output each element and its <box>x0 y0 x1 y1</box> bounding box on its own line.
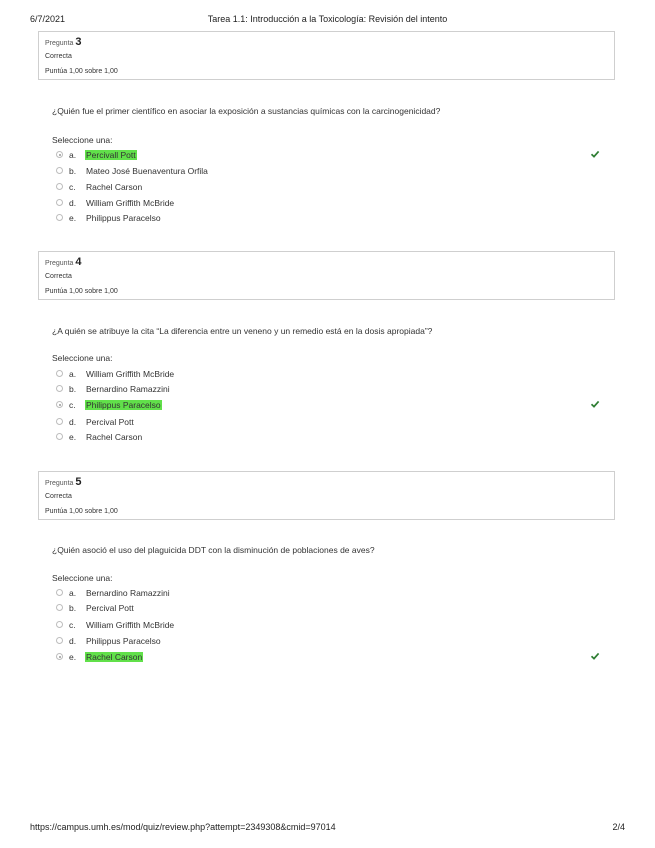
option-3a[interactable]: a. Percivall Pott <box>56 150 606 164</box>
radio-icon[interactable] <box>56 589 63 596</box>
option-label: Philippus Paracelso <box>86 636 161 646</box>
option-3e[interactable]: e. Philippus Paracelso <box>56 213 606 227</box>
option-label: Rachel Carson <box>86 652 143 662</box>
option-3c[interactable]: c. Rachel Carson <box>56 182 606 196</box>
print-footer <box>0 822 655 836</box>
radio-icon[interactable] <box>56 604 63 611</box>
select-label: Seleccione una: <box>52 353 113 363</box>
radio-icon[interactable] <box>56 167 63 174</box>
option-label: William Griffith McBride <box>86 198 175 208</box>
checkmark-icon <box>590 149 600 159</box>
option-label: Bernardino Ramazzini <box>86 588 170 598</box>
option-5e[interactable]: e. Rachel Carson <box>56 652 606 666</box>
question-text-3: ¿Quién fue el primer científico en asociar la exposición a sustancias químicas con la carcinogenicidad? <box>52 106 441 116</box>
select-label: Seleccione una: <box>52 573 113 583</box>
option-label: William Griffith McBride <box>86 369 175 379</box>
option-label: Philippus Paracelso <box>86 213 161 223</box>
question-mark: Puntúa 1,00 sobre 1,00 <box>45 288 118 295</box>
radio-icon[interactable] <box>56 370 63 377</box>
question-number: Pregunta 5 <box>45 476 82 488</box>
option-label: Mateo José Buenaventura Orfila <box>86 166 208 176</box>
option-5c[interactable]: c. William Griffith McBride <box>56 620 606 634</box>
option-4d[interactable]: d. Percival Pott <box>56 417 606 431</box>
option-label: Philippus Paracelso <box>86 400 161 410</box>
option-label: Percival Pott <box>86 417 134 427</box>
option-label: Percival Pott <box>86 603 134 613</box>
radio-icon[interactable] <box>56 183 63 190</box>
question-mark: Puntúa 1,00 sobre 1,00 <box>45 508 118 515</box>
question-status: Correcta <box>45 493 72 500</box>
print-title: Tarea 1.1: Introducción a la Toxicología: Revisión del intento <box>207 14 448 24</box>
select-label: Seleccione una: <box>52 135 113 145</box>
option-5b[interactable]: b. Percival Pott <box>56 603 606 617</box>
radio-icon[interactable] <box>56 214 63 221</box>
question-status: Correcta <box>45 273 72 280</box>
question-mark: Puntúa 1,00 sobre 1,00 <box>45 68 118 75</box>
print-date: 6/7/2021 <box>30 14 66 24</box>
option-label: Percivall Pott <box>86 150 136 160</box>
page-number: 2/4 <box>612 822 625 832</box>
radio-icon[interactable] <box>56 621 63 628</box>
option-4c[interactable]: c. Philippus Paracelso <box>56 400 606 414</box>
radio-icon[interactable] <box>56 199 63 206</box>
question-text-4: ¿A quién se atribuye la cita “La diferencia entre un veneno y un remedio está en la dosis apropiada”? <box>52 326 433 336</box>
radio-icon[interactable] <box>56 385 63 392</box>
checkmark-icon <box>590 399 600 409</box>
radio-icon[interactable] <box>56 418 63 425</box>
checkmark-icon <box>590 651 600 661</box>
question-number: Pregunta 3 <box>45 36 82 48</box>
question-info-5 <box>38 471 615 520</box>
option-label: William Griffith McBride <box>86 620 175 630</box>
question-info-4 <box>38 251 615 300</box>
radio-icon[interactable] <box>56 653 63 660</box>
radio-icon[interactable] <box>56 433 63 440</box>
option-4a[interactable]: a. William Griffith McBride <box>56 369 606 383</box>
radio-icon[interactable] <box>56 401 63 408</box>
radio-icon[interactable] <box>56 637 63 644</box>
page-url: https://campus.umh.es/mod/quiz/review.php?attempt=2349308&cmid=97014 <box>30 822 336 832</box>
option-label: Rachel Carson <box>86 432 143 442</box>
option-5a[interactable]: a. Bernardino Ramazzini <box>56 588 606 602</box>
question-status: Correcta <box>45 53 72 60</box>
question-text-5: ¿Quién asoció el uso del plaguicida DDT con la disminución de poblaciones de aves? <box>52 545 375 555</box>
option-3b[interactable]: b. Mateo José Buenaventura Orfila <box>56 166 606 180</box>
print-header <box>0 14 655 28</box>
option-5d[interactable]: d. Philippus Paracelso <box>56 636 606 650</box>
option-4b[interactable]: b. Bernardino Ramazzini <box>56 384 606 398</box>
question-number: Pregunta 4 <box>45 256 82 268</box>
option-label: Rachel Carson <box>86 182 143 192</box>
option-3d[interactable]: d. William Griffith McBride <box>56 198 606 212</box>
question-info-3 <box>38 31 615 80</box>
option-4e[interactable]: e. Rachel Carson <box>56 432 606 446</box>
option-label: Bernardino Ramazzini <box>86 384 170 394</box>
radio-icon[interactable] <box>56 151 63 158</box>
